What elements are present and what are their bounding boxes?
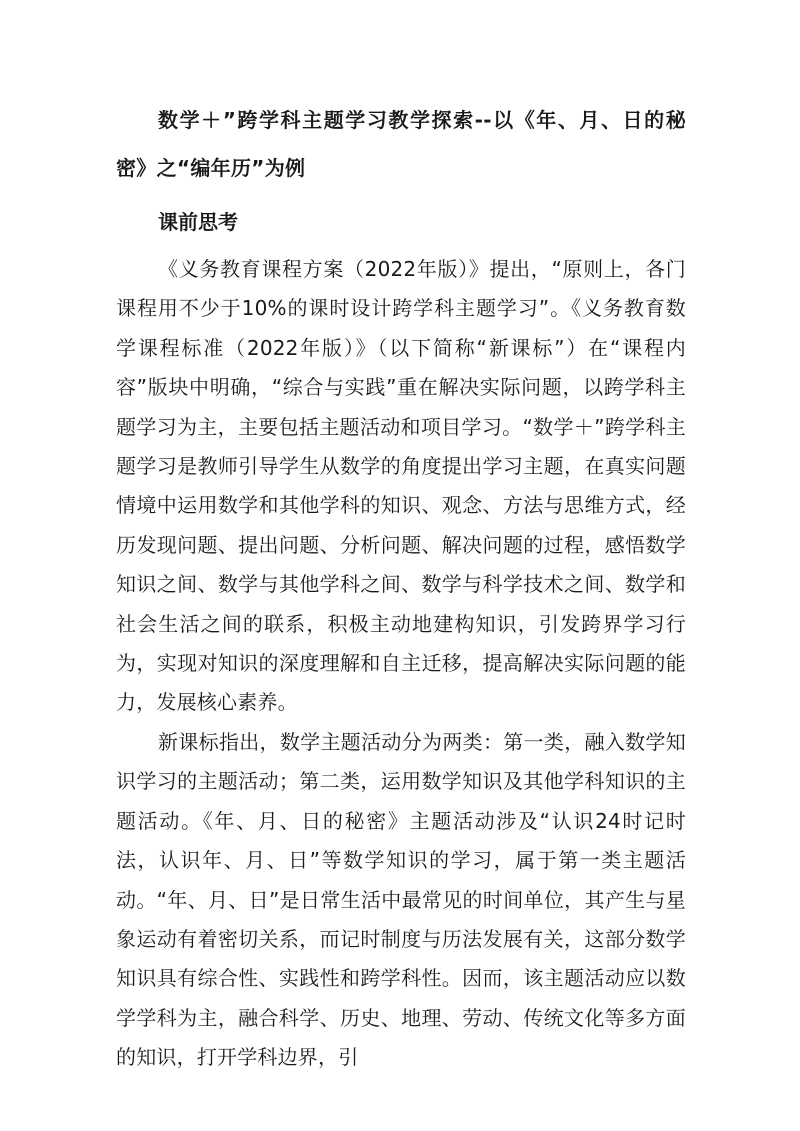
document-body (116, 96, 686, 1078)
document-title: 数学＋”跨学科主题学习教学探索--以《年、月、日的秘密》之“编年历”为例 (116, 108, 686, 180)
paragraph-2: 新课标指出，数学主题活动分为两类：第一类，融入数学知识学习的主题活动；第二类，运用数学知识及其他学科知识的主题活动。《年、月、日的秘密》主题活动涉及“认识24时记时法，认识年、月、日”等数学知识的学习，属于第一类主题活动。“年、月、日”是日常生活中最常见的时间单位，其产生与星象运动有着密切关系，而记时制度与历法发展有关，这部分数学知识具有综合性、实践性和跨学科性。因而，该主题活动应以数学学科为主，融合科学、历史、地理、劳动、传统文化等多方面的知识，打开学科边界，引 (116, 729, 686, 1070)
paragraph-1: 《义务教育课程方案（2022年版）》提出，“原则上，各门课程用不少于10%的课时设计跨学科主题学习”。《义务教育数学课程标准（2022年版）》（以下简称“新课标”）在“课程内容”版块中明确，“综合与实践”重在解决实际问题，以跨学科主题学习为主，主要包括主题活动和项目学习。“数学＋”跨学科主题学习是教师引导学生从数学的角度提出学习主题，在真实问题情境中运用数学和其他学科的知识、观念、方法与思维方式，经历发现问题、提出问题、分析问题、解决问题的过程，感悟数学知识之间、数学与其他学科之间、数学与科学技术之间、数学和社会生活之间的联系，积极主动地建构知识，引发跨界学习行为，实现对知识的深度理解和自主迁移，提高解决实际问题的能力，发展核心素养。 (116, 257, 686, 715)
section-heading: 课前思考 (158, 210, 238, 234)
